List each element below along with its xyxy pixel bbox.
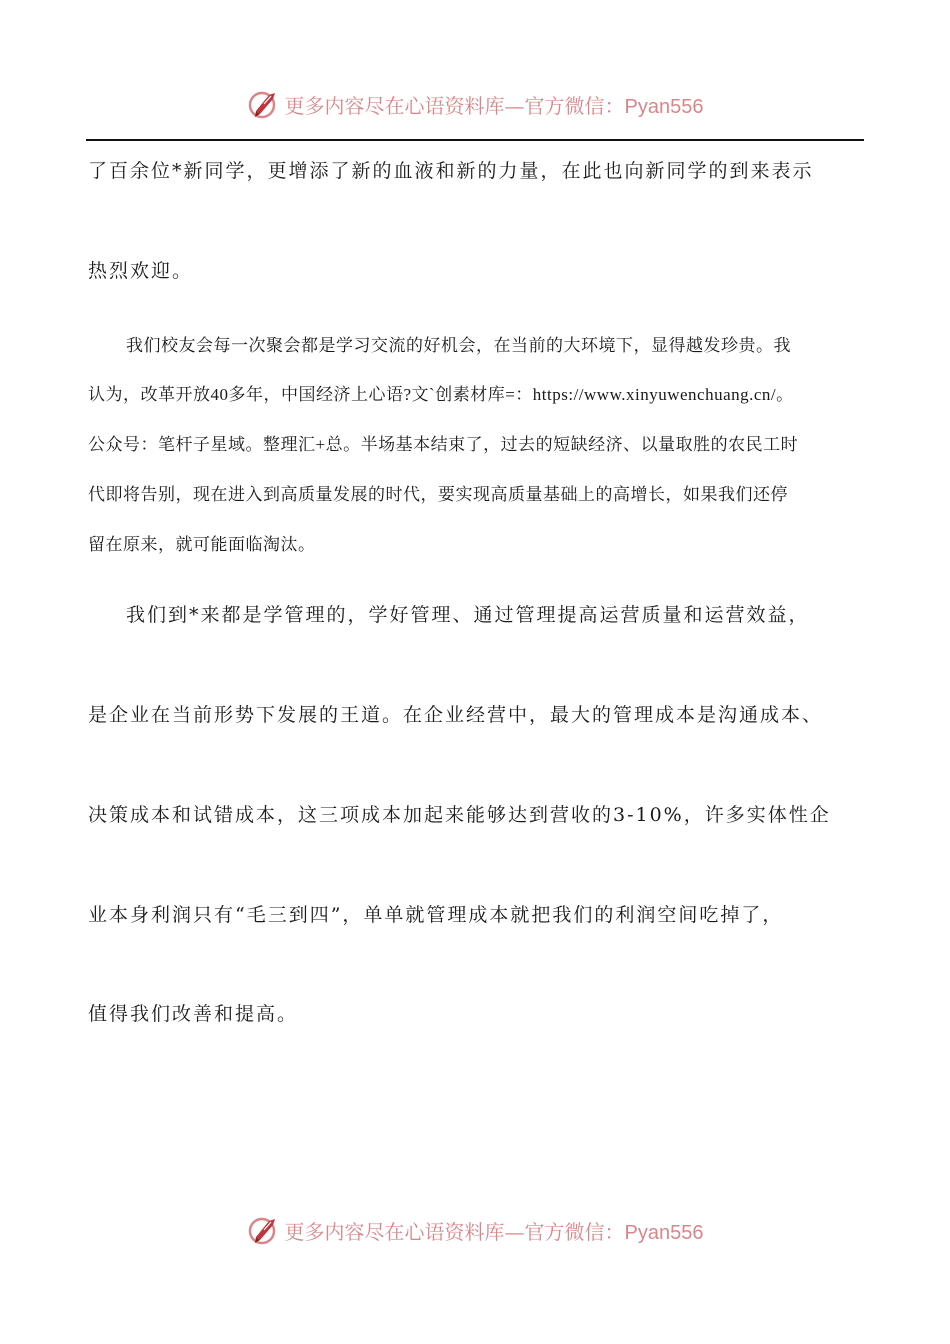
footer-watermark (0, 1210, 950, 1250)
paragraph-3-line-3: 决策成本和试错成本，这三项成本加起来能够达到营收的3-10%，许多实体性企 (88, 804, 831, 826)
paragraph-2-line-3: 公众号：笔杆子星域。整理汇+总。半场基本结束了，过去的短缺经济、以量取胜的农民工时 (88, 435, 799, 454)
watermark-text: 更多内容尽在心语资料库—官方微信：Pyan556 (284, 93, 704, 118)
paragraph-3-line-4: 业本身利润只有“毛三到四”，单单就管理成本就把我们的利润空间吃掉了， (88, 904, 784, 926)
paragraph-2-line-5: 留在原来，就可能面临淘汰。 (88, 535, 316, 554)
paragraph-1-line-2: 热烈欢迎。 (88, 260, 194, 282)
paragraph-1-line-1: 了百余位*新同学，更增添了新的血液和新的力量，在此也向新同学的到来表示 (88, 160, 814, 182)
paragraph-2-line-2: 认为，改革开放40多年，中国经济上心语?文`创素材库=：https://www.xinyuwenchuang.cn/。 (88, 385, 794, 404)
watermark-text: 更多内容尽在心语资料库—官方微信：Pyan556 (284, 1219, 704, 1244)
paragraph-3-line-5: 值得我们改善和提高。 (88, 1003, 299, 1025)
paragraph-2-line-1: 我们校友会每一次聚会都是学习交流的好机会，在当前的大环境下，显得越发珍贵。我 (126, 336, 791, 355)
paragraph-2-line-4: 代即将告别，现在进入到高质量发展的时代，要实现高质量基础上的高增长，如果我们还停 (88, 485, 788, 504)
pen-nib-logo-icon (247, 87, 281, 121)
header-watermark (0, 84, 950, 124)
header-divider (86, 139, 864, 141)
paragraph-3-line-1: 我们到*来都是学管理的，学好管理、通过管理提高运营质量和运营效益， (126, 604, 810, 626)
paragraph-3-line-2: 是企业在当前形势下发展的王道。在企业经营中，最大的管理成本是沟通成本、 (88, 704, 824, 726)
pen-nib-logo-icon (247, 1213, 281, 1247)
